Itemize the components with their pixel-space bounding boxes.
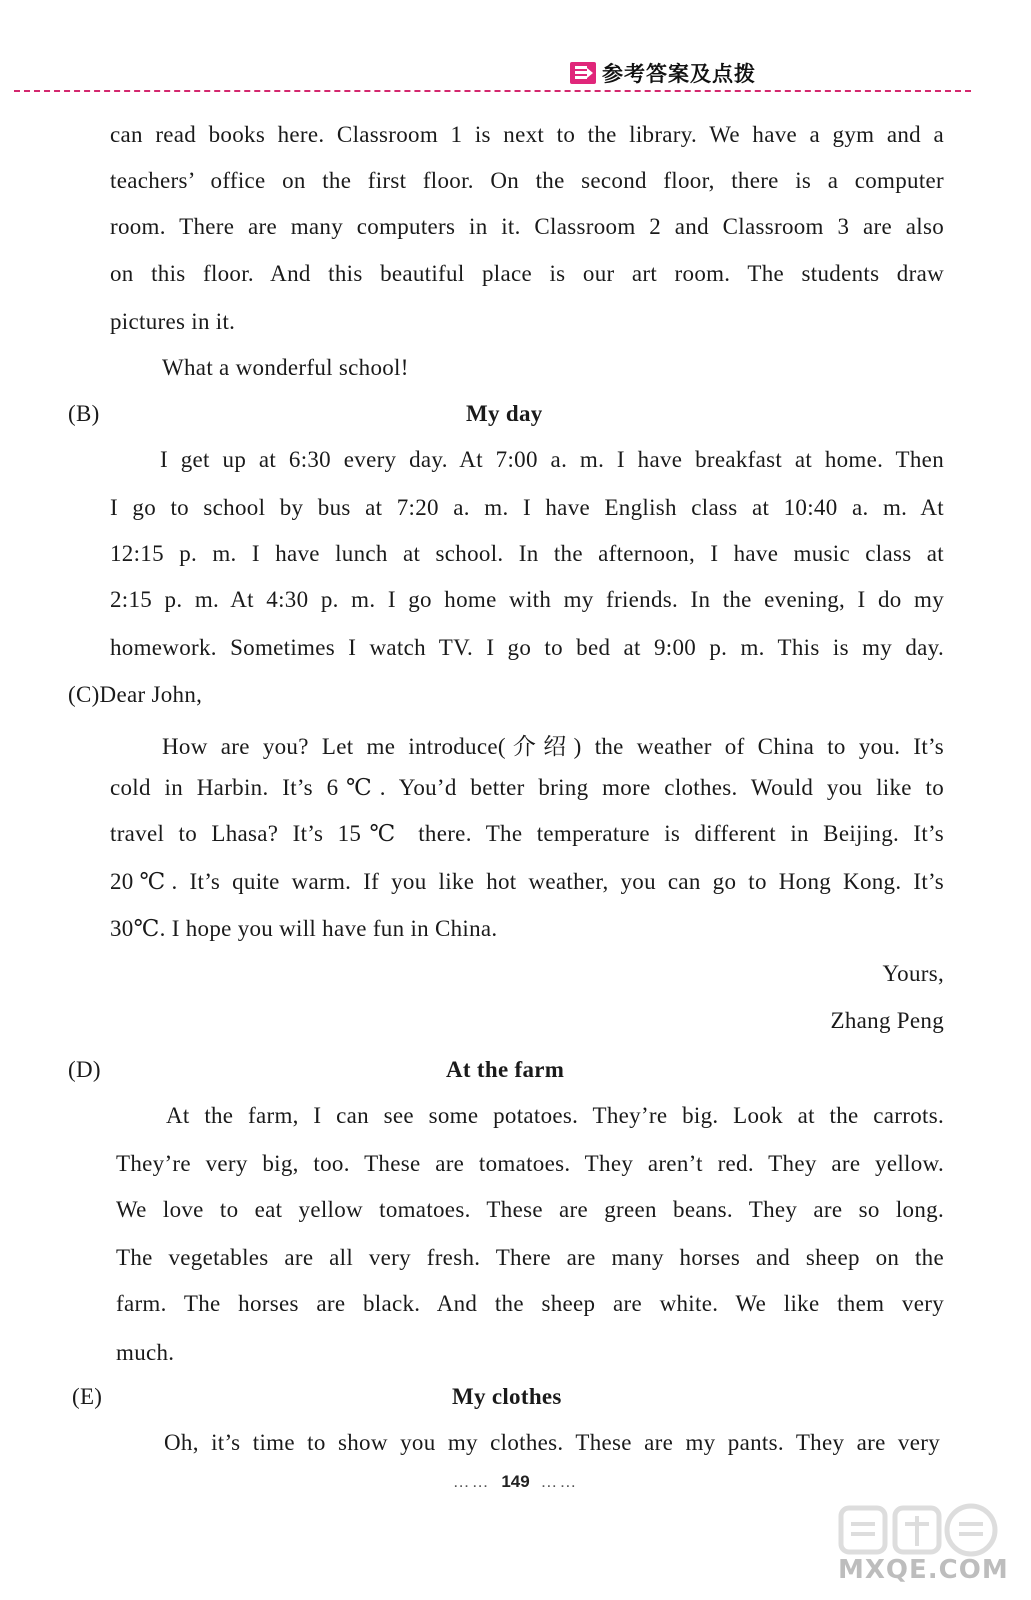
letter-signature: Zhang Peng — [830, 1008, 944, 1033]
footer-dots-left: …… — [452, 1472, 491, 1491]
passage-c-line: 20℃. It’s quite warm. If you like hot weather, you can go to Hong Kong. It’s — [110, 869, 944, 894]
section-d-label: (D) — [68, 1057, 101, 1082]
letter-sign-off: Yours, — [882, 961, 944, 986]
section-b-title: My day — [466, 401, 543, 426]
passage-c-line: 30℃. I hope you will have fun in China. — [110, 916, 498, 941]
passage-e-line: Oh, it’s time to show you my clothes. These are my pants. They are very — [164, 1430, 940, 1455]
header-title-text: 参考答案及点拨 — [602, 62, 756, 86]
passage-c-line: cold in Harbin. It’s 6℃. You’d better bring more clothes. Would you like to — [110, 775, 944, 800]
passage-b-line: I go to school by bus at 7:20 a. m. I have English class at 10:40 a. m. At — [110, 495, 944, 520]
passage-a-line: can read books here. Classroom 1 is next to the library. We have a gym and a — [110, 122, 944, 147]
section-e-title: My clothes — [452, 1384, 562, 1409]
section-d-title: At the farm — [446, 1057, 565, 1082]
passage-d-line: farm. The horses are black. And the sheep are white. We like them very — [116, 1291, 944, 1316]
passage-a-line: on this floor. And this beautiful place is our art room. The students draw — [110, 261, 944, 286]
passage-d-line: We love to eat yellow tomatoes. These are green beans. They are so long. — [116, 1197, 944, 1222]
passage-d-line: The vegetables are all very fresh. There are many horses and sheep on the — [116, 1245, 944, 1270]
header-title — [570, 58, 756, 88]
passage-b-line: 12:15 p. m. I have lunch at school. In the afternoon, I have music class at — [110, 541, 944, 566]
passage-a-line: pictures in it. — [110, 309, 236, 334]
passage-b-line: 2:15 p. m. At 4:30 p. m. I go home with my friends. In the evening, I do my — [110, 587, 944, 612]
header-dashed-rule — [14, 90, 971, 92]
passage-d-line: At the farm, I can see some potatoes. They’re big. Look at the carrots. — [166, 1103, 944, 1128]
page-header — [0, 0, 1031, 100]
passage-d-line: They’re very big, too. These are tomatoes. They aren’t red. They are yellow. — [116, 1151, 944, 1176]
page-number: 149 — [501, 1472, 530, 1491]
footer-dots-right: …… — [540, 1472, 579, 1491]
passage-c-line: travel to Lhasa? It’s 15℃ there. The temperature is different in Beijing. It’s — [110, 821, 944, 846]
passage-a-line: room. There are many computers in it. Classroom 2 and Classroom 3 are also — [110, 214, 944, 239]
passage-a-line: teachers’ office on the first floor. On the second floor, there is a computer — [110, 168, 944, 193]
watermark-url: MXQE.COM — [838, 1555, 1009, 1585]
passage-c-line: How are you? Let me introduce(介绍) the weather of China to you. It’s — [162, 734, 944, 759]
passage-b-line: homework. Sometimes I watch TV. I go to bed at 9:00 p. m. This is my day. — [110, 635, 944, 660]
page-footer — [0, 1472, 1031, 1492]
section-e-label: (E) — [72, 1384, 103, 1409]
answer-logo-icon — [570, 62, 596, 84]
section-b-label: (B) — [68, 401, 100, 426]
section-c-label: (C)Dear John, — [68, 682, 203, 707]
passage-b-line: I get up at 6:30 every day. At 7:00 a. m. I have breakfast at home. Then — [160, 447, 944, 472]
passage-a-closing: What a wonderful school! — [162, 355, 409, 380]
passage-d-line: much. — [116, 1340, 175, 1365]
